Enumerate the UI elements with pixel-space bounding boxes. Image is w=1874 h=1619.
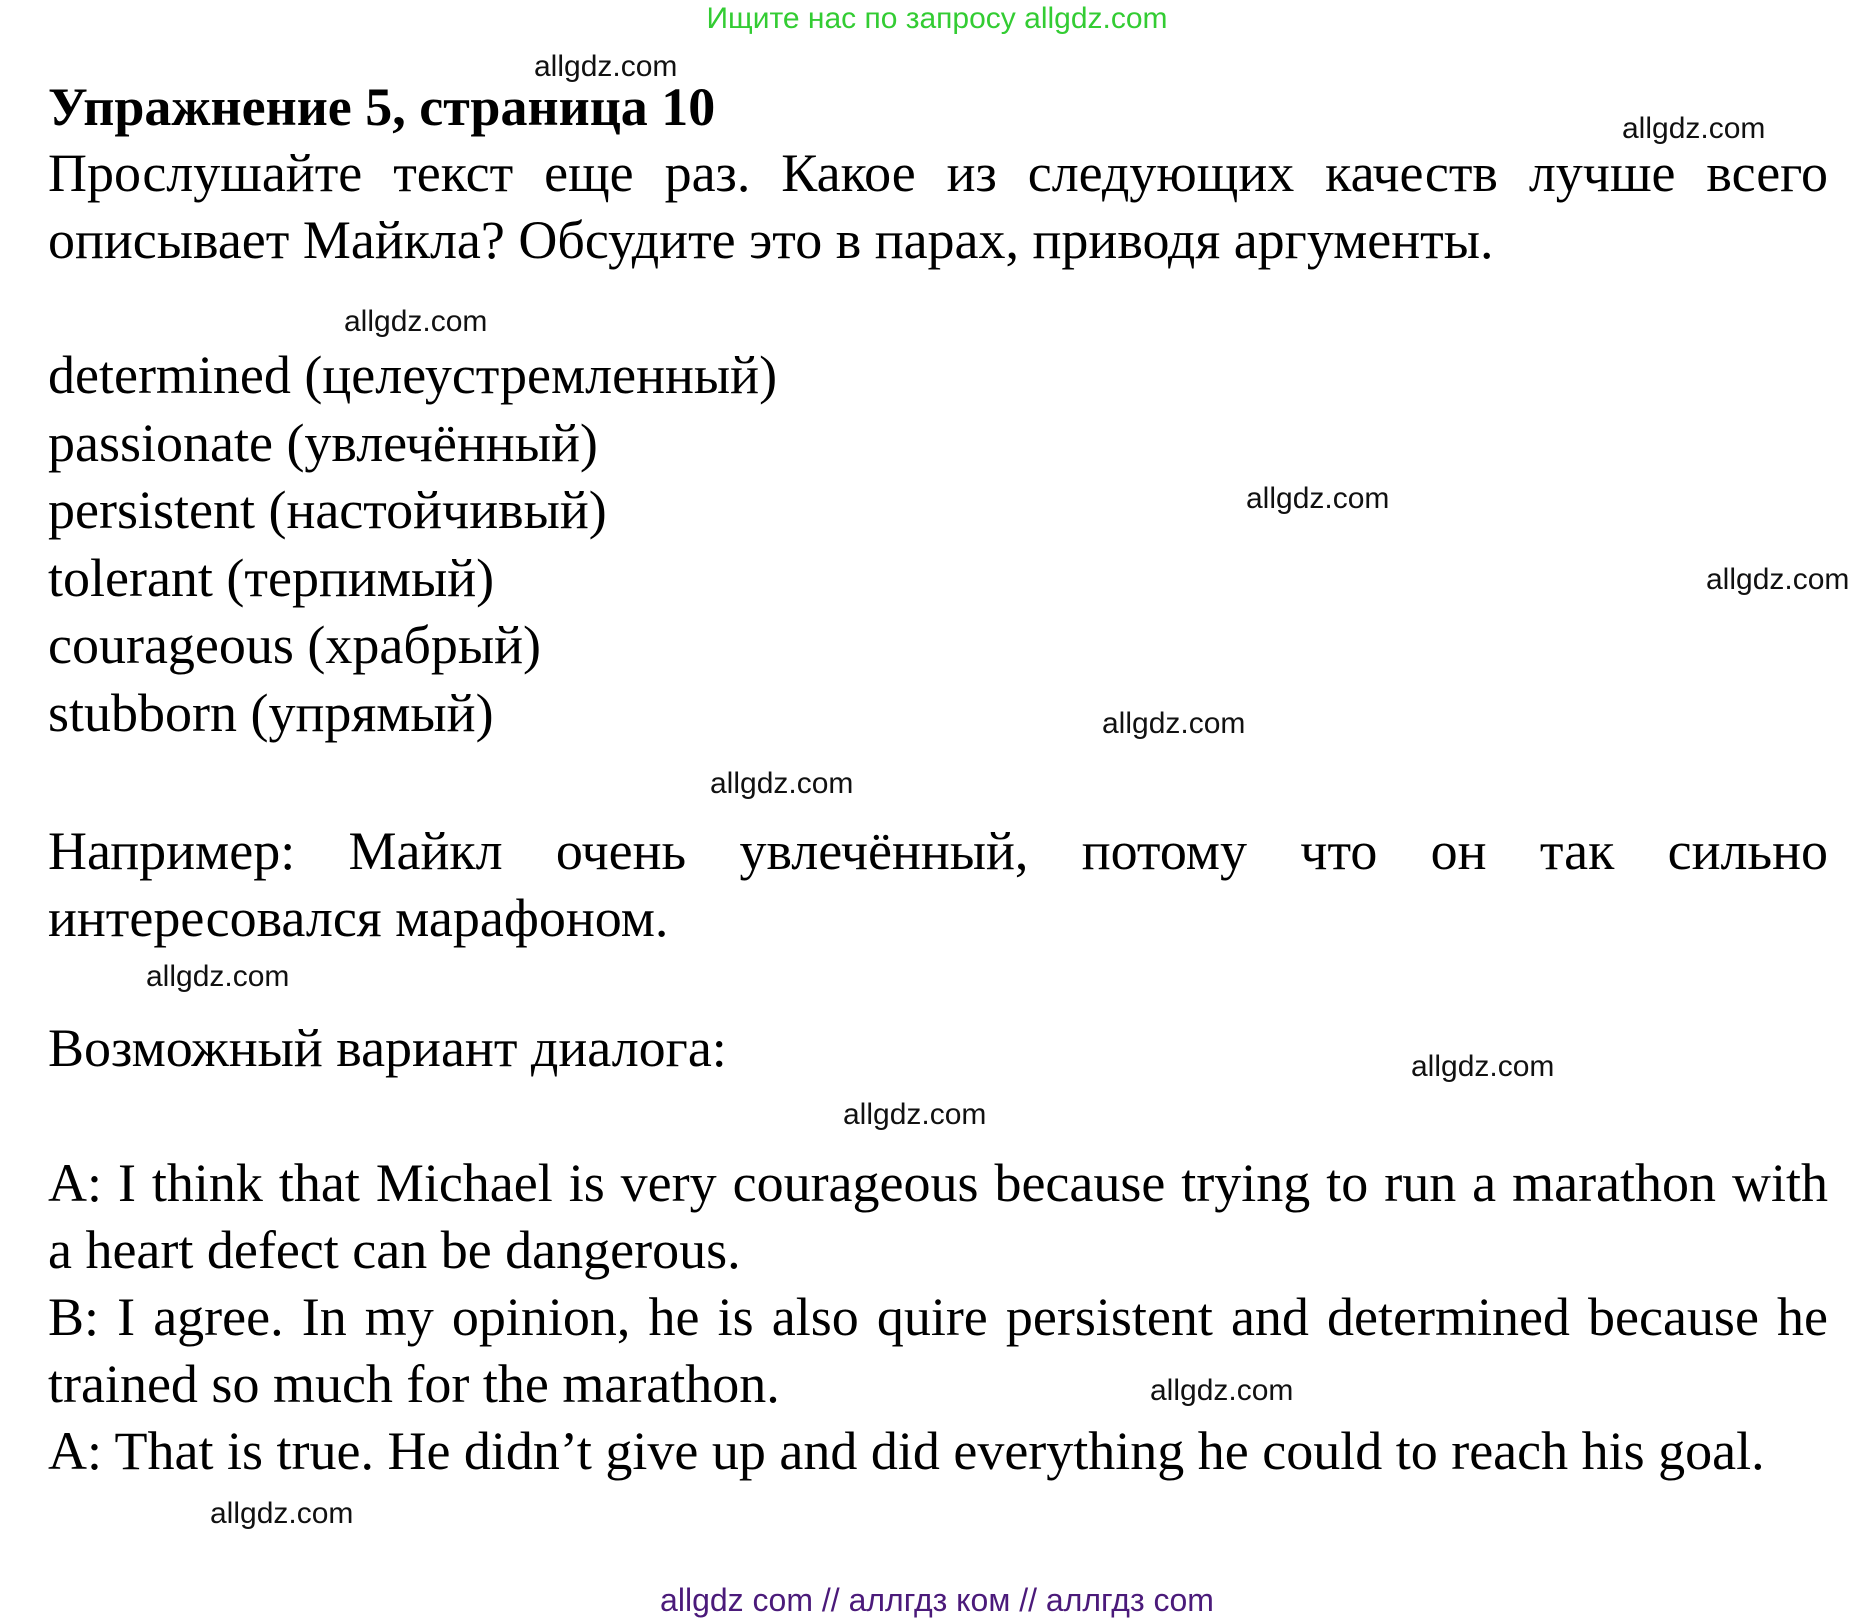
task-text bbox=[48, 140, 1828, 274]
adjective-item: persistent (настойчивый) bbox=[48, 480, 607, 540]
adjective-item: tolerant (терпимый) bbox=[48, 547, 495, 608]
search-banner[interactable]: Ищите нас по запросу allgdz.com bbox=[706, 2, 1168, 35]
watermark: allgdz.com bbox=[843, 1098, 987, 1131]
exercise-heading: Упражнение 5, страница 10 bbox=[48, 77, 716, 137]
watermark: allgdz.com bbox=[710, 767, 854, 800]
watermark: allgdz.com bbox=[1102, 707, 1246, 740]
example-paragraph: Например: Майкл очень увлечённый, потому что он так сильно интересовался марафоном. bbox=[48, 821, 1828, 948]
watermark: allgdz.com bbox=[1706, 563, 1850, 596]
watermark: allgdz.com bbox=[1622, 112, 1766, 145]
watermark: allgdz.com bbox=[1150, 1374, 1294, 1407]
example-text bbox=[48, 818, 1828, 952]
adjective-item: courageous (храбрый) bbox=[48, 615, 541, 675]
watermark: allgdz.com bbox=[344, 305, 488, 338]
dialog-line: A: I think that Michael is very courageous because trying to run a marathon with a heart defect can be dangerous. bbox=[48, 1153, 1828, 1280]
watermark: allgdz.com bbox=[1411, 1050, 1555, 1083]
adjective-item: stubborn (упрямый) bbox=[48, 682, 494, 743]
dialog bbox=[48, 1150, 1828, 1485]
footer-links[interactable]: allgdz com // аллгдз ком // аллгдз com bbox=[660, 1582, 1214, 1618]
watermark: allgdz.com bbox=[210, 1497, 354, 1530]
watermark: allgdz.com bbox=[146, 960, 290, 993]
dialog-title: Возможный вариант диалога: bbox=[48, 1018, 727, 1078]
dialog-line: A: That is true. He didn’t give up and did everything he could to reach his goal. bbox=[48, 1421, 1765, 1481]
dialog-line: B: I agree. In my opinion, he is also quire persistent and determined because he trained so much for the marathon. bbox=[48, 1287, 1828, 1414]
adjective-item: passionate (увлечённый) bbox=[48, 412, 598, 473]
watermark: allgdz.com bbox=[1246, 482, 1390, 515]
task-paragraph: Прослушайте текст еще раз. Какое из следующих качеств лучше всего описывает Майкла? Обсудите это в парах, приводя аргументы. bbox=[48, 143, 1828, 270]
adjective-item: determined (целеустремленный) bbox=[48, 345, 778, 405]
watermark: allgdz.com bbox=[534, 50, 678, 83]
adjective-list bbox=[48, 342, 1828, 747]
